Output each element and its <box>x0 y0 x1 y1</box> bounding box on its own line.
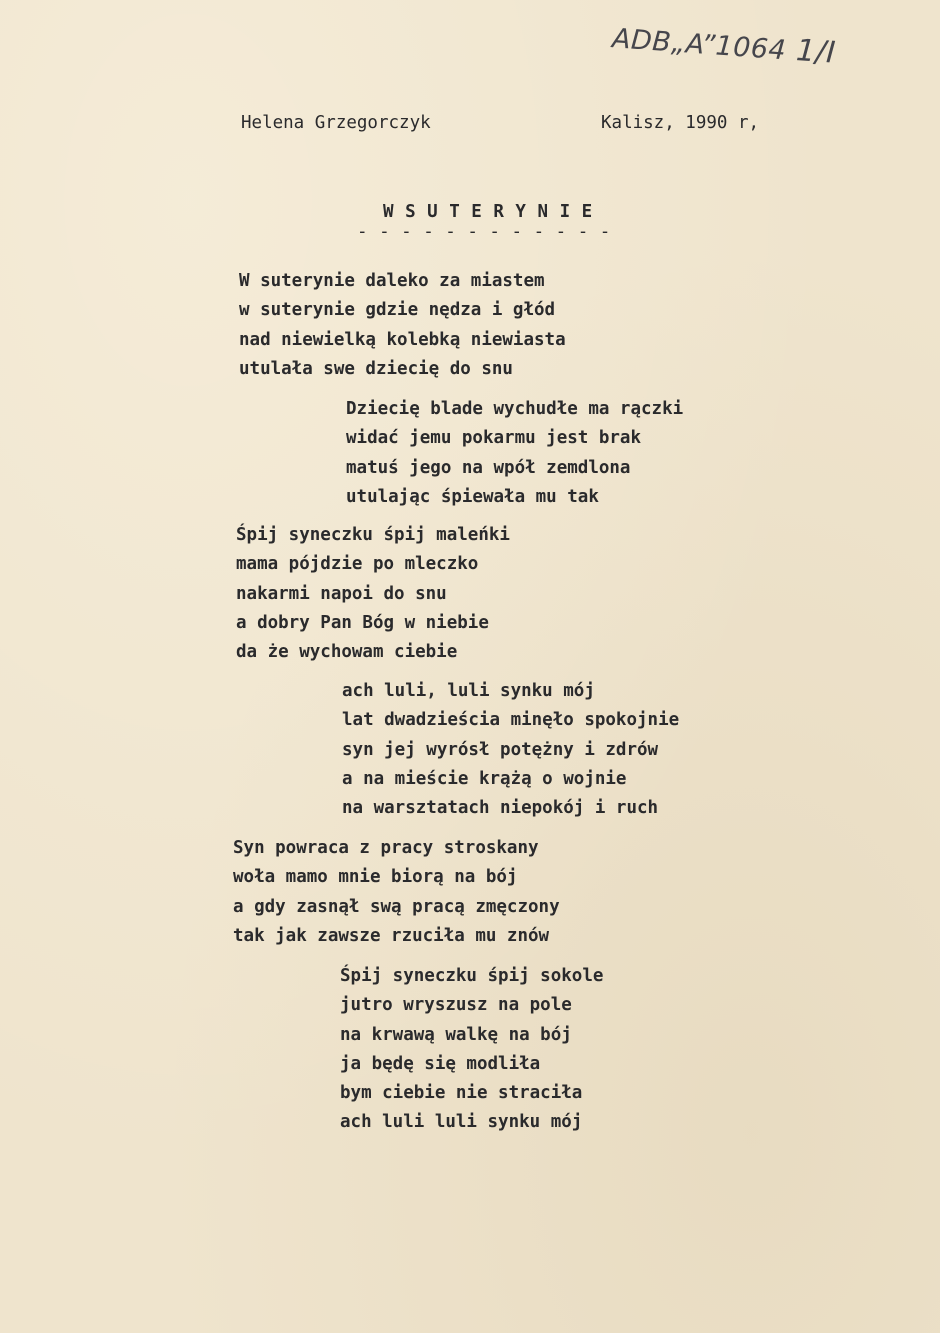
poem-line: Dziecię blade wychudłe ma rączki <box>346 399 684 419</box>
poem-line: jutro wryszusz na pole <box>340 995 572 1016</box>
archive-code: ADB„A”1064 <box>611 23 788 67</box>
stanza-5 <box>233 834 560 951</box>
poem-line: Śpij syneczku śpij sokole <box>340 966 604 986</box>
poem-line: nad niewielką kolebką niewiasta <box>239 329 566 350</box>
poem-line: a gdy zasnął swą pracą zmęczony <box>233 896 560 917</box>
poem-line: na krwawą walkę na bój <box>340 1024 572 1045</box>
poem-line: a dobry Pan Bóg w niebie <box>236 612 489 633</box>
poem-line: ja będę się modliła <box>340 1053 541 1074</box>
poem-line: widać jemu pokarmu jest brak <box>346 428 642 449</box>
place-and-date: Kalisz, 1990 r, <box>601 113 760 133</box>
poem-line: w suterynie gdzie nędza i głód <box>239 300 556 321</box>
author-name: Helena Grzegorczyk <box>241 113 431 133</box>
handwritten-archive-mark <box>611 20 837 71</box>
stanza-6 <box>340 962 603 1138</box>
poem-line: na warsztatach niepokój i ruch <box>342 798 659 819</box>
archive-page-fraction: 1/I <box>794 33 837 71</box>
poem-line: a na mieście krążą o wojnie <box>342 768 627 789</box>
poem-line: ach luli, luli synku mój <box>342 681 595 701</box>
poem-line: matuś jego na wpół zemdlona <box>346 457 631 478</box>
poem-line: utulając śpiewała mu tak <box>346 486 599 507</box>
poem-line: bym ciebie nie straciła <box>340 1083 583 1104</box>
poem-title: W S U T E R Y N I E <box>383 202 593 222</box>
poem-line: syn jej wyrósł potężny i zdrów <box>342 739 659 760</box>
stanza-3 <box>236 521 510 667</box>
poem-line: Śpij syneczku śpij maleńki <box>236 525 510 545</box>
poem-line: tak jak zawsze rzuciła mu znów <box>233 925 550 946</box>
poem-line: W suterynie daleko za miastem <box>239 271 545 291</box>
poem-line: nakarmi napoi do snu <box>236 583 447 604</box>
poem-line: utulała swe dziecię do snu <box>239 358 513 379</box>
poem-line: ach luli luli synku mój <box>340 1112 583 1133</box>
poem-line: da że wychowam ciebie <box>236 642 458 663</box>
poem-line: mama pójdzie po mleczko <box>236 554 479 575</box>
poem-line: Syn powraca z pracy stroskany <box>233 838 539 858</box>
poem-line: woła mamo mnie biorą na bój <box>233 867 518 888</box>
poem-line: lat dwadzieścia minęło spokojnie <box>342 710 680 731</box>
stanza-2 <box>346 395 683 512</box>
poem-title-underline: - - - - - - - - - - - - <box>357 222 611 242</box>
stanza-4 <box>342 677 679 823</box>
stanza-1 <box>239 267 566 384</box>
